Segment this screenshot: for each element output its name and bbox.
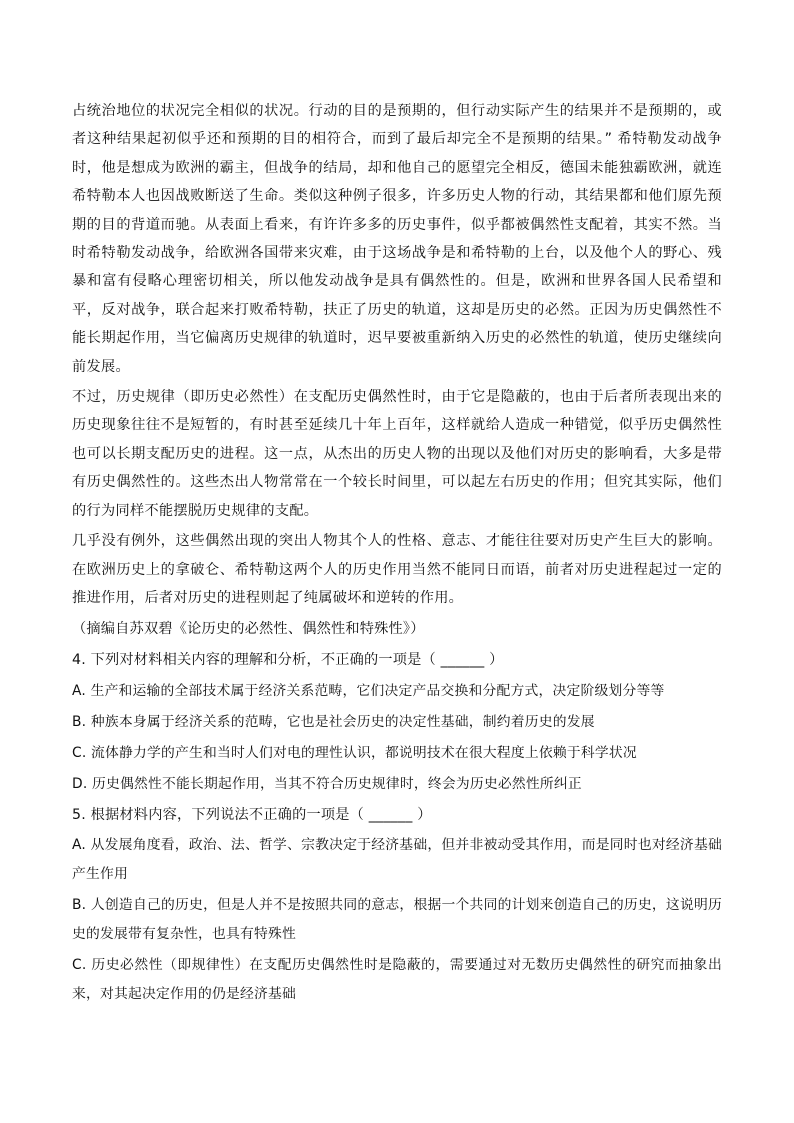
- question-4-option-c: C. 流体静力学的产生和当时人们对电的理性认识，都说明技术在很大程度上依赖于科学状况: [72, 745, 637, 762]
- question-4-stem: 4. 下列对材料相关内容的理解和分析，不正确的一项是（ ______ ）: [72, 652, 504, 669]
- passage-paragraph-2: 不过，历史规律（即历史必然性）在支配历史偶然性时，由于它是隐蔽的，也由于后者所表现出来的历史现象往往不是短暂的，有时甚至延续几十年上百年，这样就给人造成一种错觉，似乎历史偶然性也可以长期支配历史的进程。这一点，从杰出的历史人物的出现以及他们对历史的影响看，大多是带有历史偶然性的。这些杰出人物常常在一个较长时间里，可以起左右历史的作用；但究其实际，他们的行为同样不能摆脱历史规律的支配。: [72, 389, 722, 519]
- question-5-option-c: C. 历史必然性（即规律性）在支配历史偶然性时是隐蔽的，需要通过对无数历史偶然性的研究而抽象出来，对其起决定作用的仍是经济基础: [72, 957, 722, 1003]
- question-5-option-a: A. 从发展角度看，政治、法、哲学、宗教决定于经济基础，但并非被动受其作用，而是同时也对经济基础产生作用: [72, 837, 722, 883]
- passage-paragraph-1: 占统治地位的状况完全相似的状况。行动的目的是预期的，但行动实际产生的结果并不是预期的，或者这种结果起初似乎还和预期的目的相符合，而到了最后却完全不是预期的结果。” 希特勒发动战争时，他是想成为欧洲的霸主，但战争的结局，却和他自己的愿望完全相反，德国未能独霸欧洲，就连希特勒本人也因战败断送了生命。类似这种例子很多，许多历史人物的行动，其结果都和他们原先预期的目的背道而驰。从表面上看来，有许许多多的历史事件，似乎都被偶然性支配着，其实不然。当时希特勒发动战争，给欧洲各国带来灾难，由于这场战争是和希特勒的上台，以及他个人的野心、残暴和富有侵略心理密切相关，所以他发动战争是具有偶然性的。但是，欧洲和世界各国人民希望和平，反对战争，联合起来打败希特勒，扶正了历史的轨道，这却是历史的必然。正因为历史偶然性不能长期起作用，当它偏离历史规律的轨道时，迟早要被重新纳入历史的必然性的轨道，使历史继续向前发展。: [72, 103, 722, 375]
- question-4-option-b: B. 种族本身属于经济关系的范畴，它也是社会历史的决定性基础，制约着历史的发展: [72, 714, 595, 731]
- question-5-option-b: B. 人创造自己的历史，但是人并不是按照共同的意志，根据一个共同的计划来创造自己的历史，这说明历史的发展带有复杂性，也具有特殊性: [72, 897, 722, 943]
- question-4-option-a: A. 生产和运输的全部技术属于经济关系范畴，它们决定产品交换和分配方式，决定阶级划分等等: [72, 683, 665, 700]
- passage-source: （摘编自苏双碧《论历史的必然性、偶然性和特殊性》）: [72, 621, 425, 638]
- passage-paragraph-3: 几乎没有例外，这些偶然出现的突出人物其个人的性格、意志、才能往往要对历史产生巨大的影响。在欧洲历史上的拿破仑、希特勒这两个人的历史作用当然不能同日而语，前者对历史进程起过一定的推进作用，后者对历史的进程则起了纯属破坏和逆转的作用。: [72, 533, 722, 606]
- question-4-option-d: D. 历史偶然性不能长期起作用，当其不符合历史规律时，终会为历史必然性所纠正: [72, 776, 582, 793]
- question-5-stem: 5. 根据材料内容，下列说法不正确的一项是（ ______ ）: [72, 807, 432, 824]
